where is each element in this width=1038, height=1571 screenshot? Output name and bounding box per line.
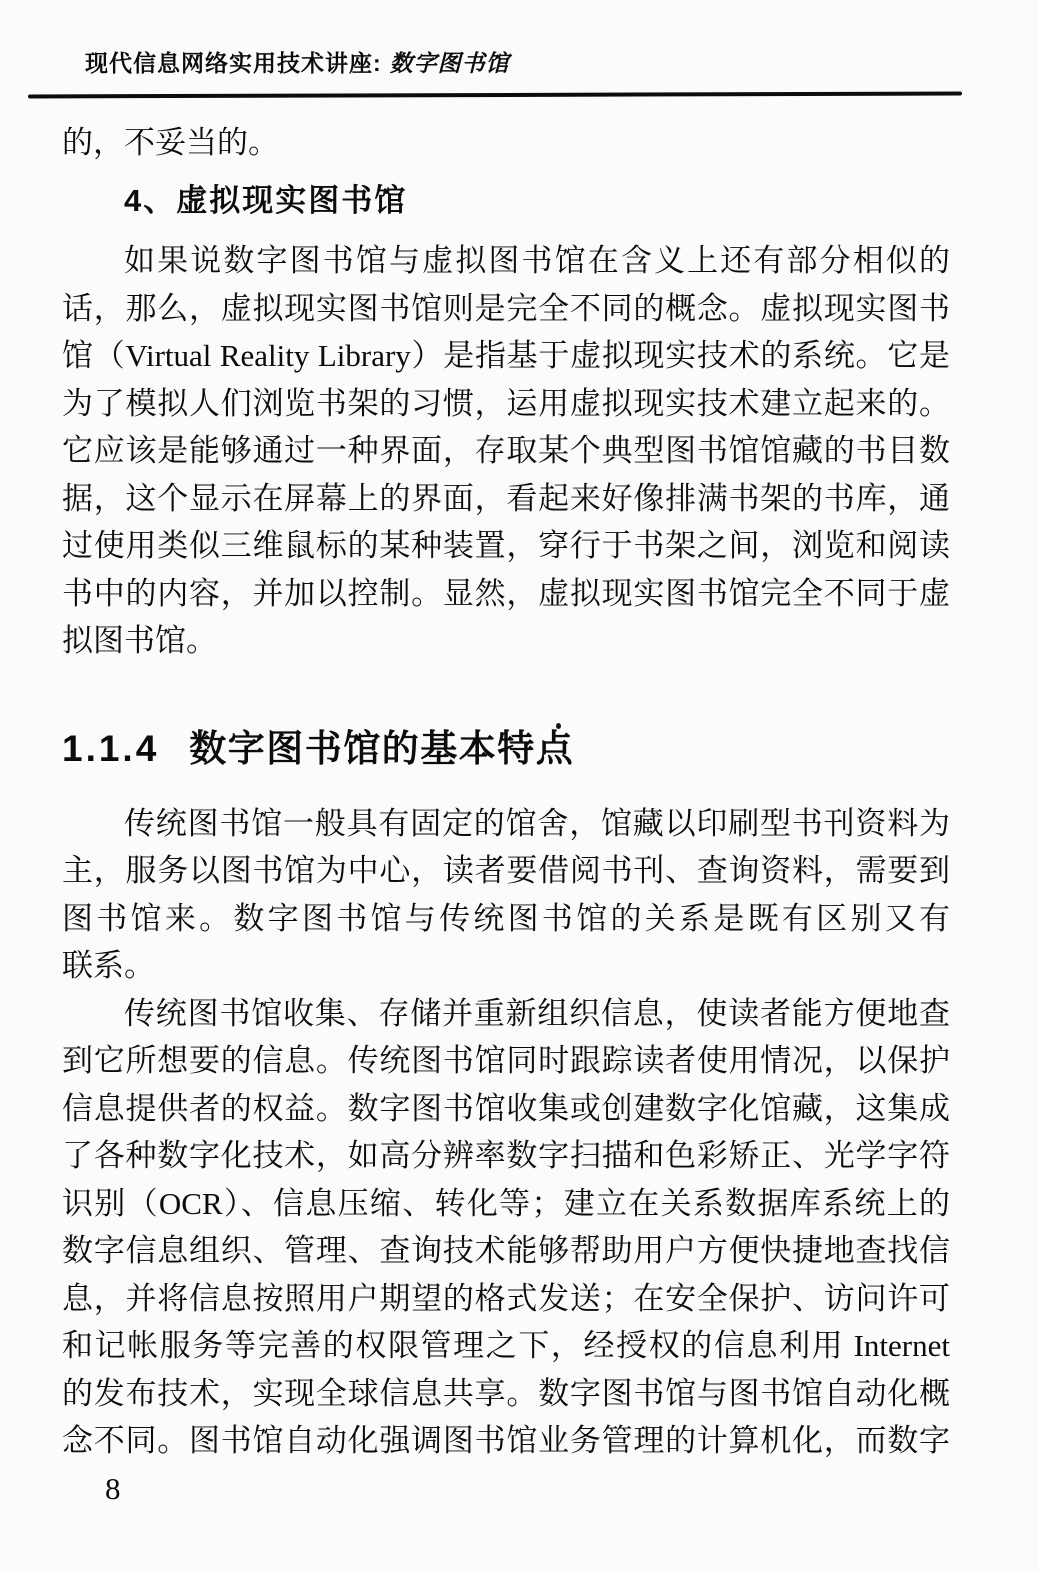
body-line: 馆（Virtual Reality Library）是指基于虚拟现实技术的系统。它是 xyxy=(62,338,950,373)
body-line: 息，并将信息按照用户期望的格式发送；在安全保护、访问许可 xyxy=(62,1280,950,1316)
body-line: 数字信息组织、管理、查询技术能够帮助用户方便快捷地查找信 xyxy=(62,1233,950,1268)
body-line: 主，服务以图书馆为中心，读者要借阅书刊、查询资料，需要到 xyxy=(62,853,950,888)
body-line: 的发布技术，实现全球信息共享。数字图书馆与图书馆自动化概 xyxy=(62,1375,950,1411)
body-line: 据，这个显示在屏幕上的界面，看起来好像排满书架的书库，通 xyxy=(62,480,950,516)
body-line: 传统图书馆收集、存储并重新组织信息，使读者能方便地查 xyxy=(124,995,950,1031)
header-rule-divider xyxy=(28,92,962,98)
section-title: 数字图书馆的基本特点 xyxy=(189,727,575,769)
body-line: 它应该是能够通过一种界面，存取某个典型图书馆馆藏的书目数 xyxy=(62,433,950,468)
running-header-book-title: 数字图书馆 xyxy=(389,50,510,76)
body-line: 信息提供者的权益。数字图书馆收集或创建数字化馆藏，这集成 xyxy=(62,1090,950,1126)
body-line: 话，那么，虚拟现实图书馆则是完全不同的概念。虚拟现实图书 xyxy=(62,290,950,326)
running-header-series-title: 现代信息网络实用技术讲座: xyxy=(85,50,382,76)
body-line: 传统图书馆一般具有固定的馆舍，馆藏以印刷型书刊资料为 xyxy=(124,805,950,841)
section-heading xyxy=(62,721,950,777)
body-line: 识别（OCR）、信息压缩、转化等；建立在关系数据库系统上的 xyxy=(62,1185,950,1221)
section-number: 1.1.4 xyxy=(62,727,160,769)
body-text xyxy=(62,119,950,1509)
body-line: 书中的内容，并加以控制。显然，虚拟现实图书馆完全不同于虚 xyxy=(62,575,950,611)
body-line: 到它所想要的信息。传统图书馆同时跟踪读者使用情况，以保护 xyxy=(62,1043,950,1078)
body-line: 图书馆来。数字图书馆与传统图书馆的关系是既有区别又有 xyxy=(62,900,950,936)
body-line: 和记帐服务等完善的权限管理之下，经授权的信息利用 Internet xyxy=(62,1328,950,1363)
body-line: 了各种数字化技术，如高分辨率数字扫描和色彩矫正、光学字符 xyxy=(62,1138,950,1173)
body-line: 念不同。图书馆自动化强调图书馆业务管理的计算机化，而数字 xyxy=(62,1423,950,1458)
subsection-heading: 4、虚拟现实图书馆 xyxy=(124,182,408,218)
body-line: 如果说数字图书馆与虚拟图书馆在含义上还有部分相似的 xyxy=(124,243,950,278)
running-header xyxy=(85,45,510,78)
body-line: 的，不妥当的。 xyxy=(62,125,279,160)
body-line: 为了模拟人们浏览书架的习惯，运用虚拟现实技术建立起来的。 xyxy=(62,385,950,421)
body-line: 联系。 xyxy=(62,948,155,983)
body-line: 过使用类似三维鼠标的某种装置，穿行于书架之间，浏览和阅读 xyxy=(62,528,950,563)
body-line: 拟图书馆。 xyxy=(62,623,217,658)
page-number: 8 xyxy=(105,1470,121,1506)
